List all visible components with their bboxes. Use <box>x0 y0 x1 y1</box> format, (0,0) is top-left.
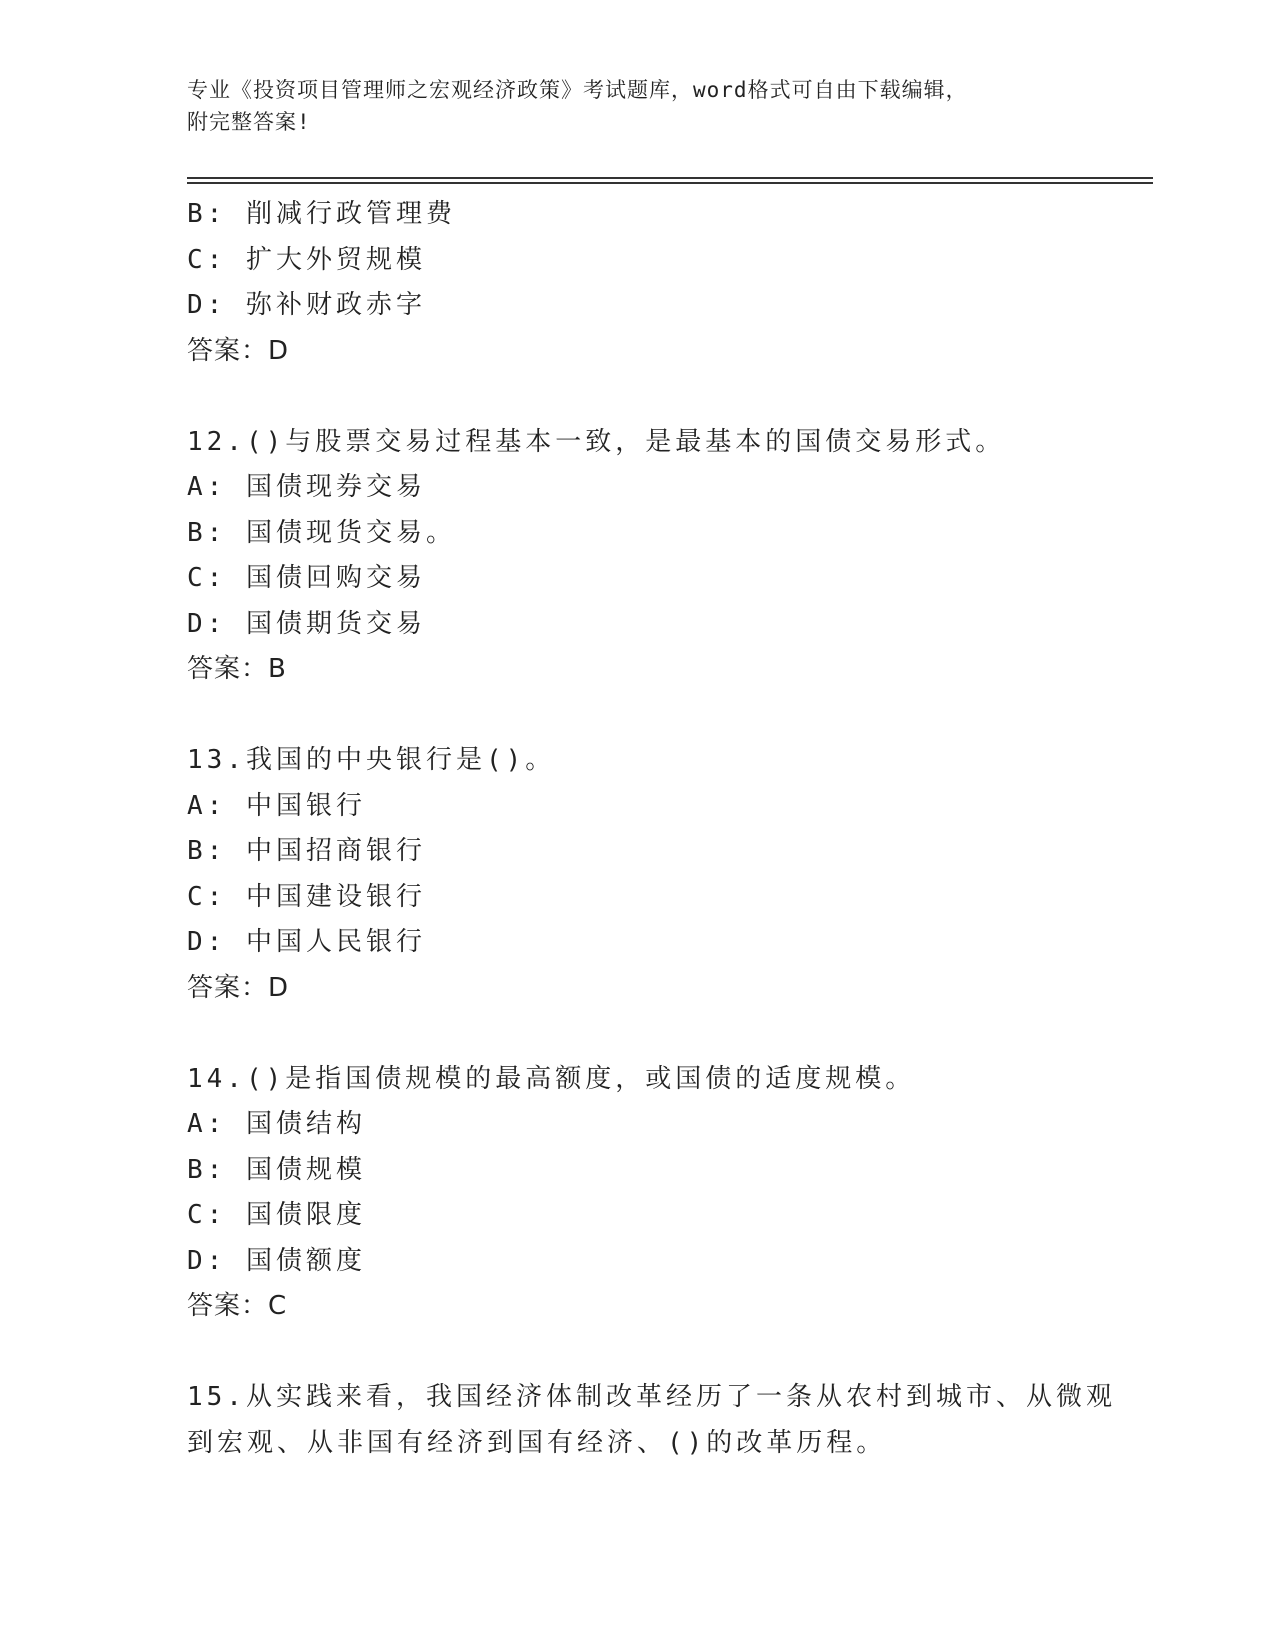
option-a: A: 中国银行 <box>187 790 366 821</box>
question-text: 14.()是指国债规模的最高额度，或国债的适度规模。 <box>187 1063 916 1094</box>
question-text-line-2: 到宏观、从非国有经济到国有经济、()的改革历程。 <box>187 1427 887 1458</box>
spacer <box>187 374 1087 420</box>
option-b: B: 国债现货交易。 <box>187 517 456 548</box>
header-line-1: 专业《投资项目管理师之宏观经济政策》考试题库，word格式可自由下载编辑， <box>187 78 968 102</box>
question-text: 12.()与股票交易过程基本一致，是最基本的国债交易形式。 <box>187 426 1006 457</box>
option-d: D: 弥补财政赤字 <box>187 290 426 320</box>
header-rule-bottom <box>187 182 1153 184</box>
spacer <box>187 1011 1087 1057</box>
option-a: A: 国债现券交易 <box>187 472 426 502</box>
question-text: 13.我国的中央银行是()。 <box>187 745 556 775</box>
option-d: D: 国债额度 <box>187 1245 366 1276</box>
option-b: B: 国债规模 <box>187 1154 366 1185</box>
option-b: B: 削减行政管理费 <box>187 199 456 229</box>
question-list <box>187 192 1116 1466</box>
option-c: C: 中国建设银行 <box>187 881 426 912</box>
option-a: A: 国债结构 <box>187 1109 366 1139</box>
option-d: D: 国债期货交易 <box>187 608 426 639</box>
spacer <box>187 1330 1087 1376</box>
option-c: C: 国债回购交易 <box>187 563 426 593</box>
question-11 <box>187 192 1087 374</box>
option-b: B: 中国招商银行 <box>187 836 426 866</box>
header-rule-top <box>187 177 1153 179</box>
question-text-line-1: 15.从实践来看，我国经济体制改革经历了一条从农村到城市、从微观 <box>187 1382 1116 1412</box>
answer: 答案：C <box>187 1291 288 1321</box>
option-c: C: 国债限度 <box>187 1200 366 1230</box>
question-14 <box>187 1057 1087 1330</box>
spacer <box>187 693 1087 739</box>
question-15 <box>187 1375 1116 1466</box>
answer: 答案：D <box>187 972 290 1003</box>
document-header <box>187 74 1087 138</box>
answer: 答案：D <box>187 335 290 366</box>
answer: 答案：B <box>187 654 287 684</box>
question-13 <box>187 738 1087 1011</box>
option-c: C: 扩大外贸规模 <box>187 244 426 275</box>
option-d: D: 中国人民银行 <box>187 927 426 957</box>
header-line-2: 附完整答案! <box>187 110 311 134</box>
question-12 <box>187 420 1087 693</box>
